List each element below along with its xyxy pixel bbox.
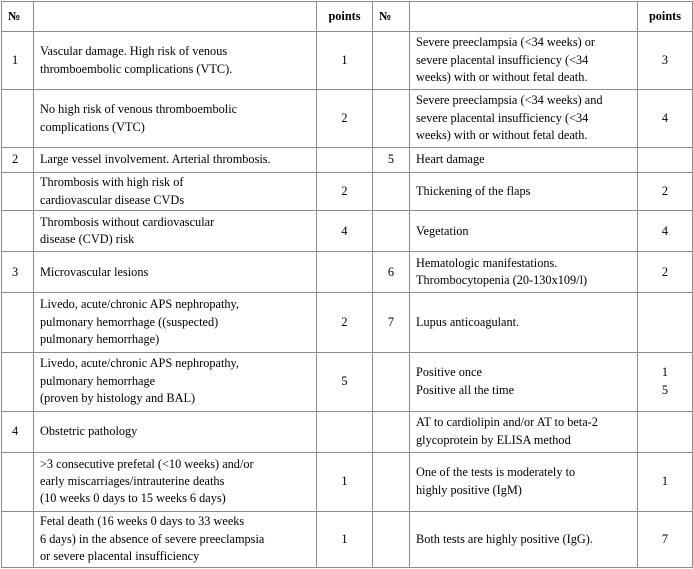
item-number-cell bbox=[2, 173, 34, 211]
cell-line: Obstetric pathology bbox=[40, 423, 138, 438]
table-body bbox=[2, 32, 693, 568]
cell-line: glycoprotein by ELISA method bbox=[416, 432, 571, 447]
cell-line: pulmonary hemorrhage) bbox=[40, 332, 160, 347]
item-number-cell bbox=[2, 293, 34, 352]
description-column-header-2 bbox=[410, 2, 638, 32]
cell-line: Thrombosis without cardiovascular bbox=[40, 214, 215, 229]
item-description-cell bbox=[34, 352, 317, 411]
cell-line: disease (CVD) risk bbox=[40, 232, 135, 247]
item-points-cell-2 bbox=[638, 411, 693, 452]
cell-line: Hematologic manifestations. bbox=[416, 255, 558, 270]
table-header-row bbox=[2, 2, 693, 32]
cell-line: Microvascular lesions bbox=[40, 264, 149, 279]
cell-line: Positive once bbox=[416, 365, 482, 380]
item-number-cell-2 bbox=[373, 90, 410, 148]
item-number-cell-2 bbox=[373, 173, 410, 211]
cell-line: Severe preeclampsia (<34 weeks) and bbox=[416, 93, 603, 108]
item-points-cell-2 bbox=[638, 352, 693, 411]
cell-line: No high risk of venous thromboembolic bbox=[40, 102, 238, 117]
item-number-cell bbox=[2, 211, 34, 252]
table-row bbox=[2, 293, 693, 352]
item-number-cell: 2 bbox=[2, 148, 34, 173]
cell-line: thromboembolic complications (VTC). bbox=[40, 61, 233, 76]
item-number-cell: 4 bbox=[2, 411, 34, 452]
item-description-cell-2 bbox=[410, 452, 638, 511]
cell-line: Vascular damage. High risk of venous bbox=[40, 44, 228, 59]
item-points-cell-2 bbox=[638, 32, 693, 90]
cell-line: Thickening of the flaps bbox=[416, 184, 531, 199]
item-description-cell bbox=[34, 173, 317, 211]
item-number-cell-2 bbox=[373, 211, 410, 252]
cell-line: Thrombocytopenia (20-130x109/l) bbox=[416, 273, 588, 288]
cell-line: Lupus anticoagulant. bbox=[416, 314, 520, 329]
item-points-cell bbox=[317, 411, 373, 452]
cell-line: complications (VTC) bbox=[40, 119, 145, 134]
cell-line: or severe placental insufficiency bbox=[40, 549, 200, 564]
cell-line: 3 bbox=[661, 52, 669, 67]
cell-line: Both tests are highly positive (IgG). bbox=[416, 531, 593, 546]
item-description-cell bbox=[34, 452, 317, 511]
item-number-cell: 1 bbox=[2, 32, 34, 90]
item-description-cell-2 bbox=[410, 411, 638, 452]
table-row bbox=[2, 452, 693, 511]
item-points-cell-2 bbox=[638, 252, 693, 293]
table-row bbox=[2, 32, 693, 90]
item-description-cell-2 bbox=[410, 252, 638, 293]
item-number-cell bbox=[2, 452, 34, 511]
item-description-cell-2 bbox=[410, 352, 638, 411]
item-points-cell: 2 bbox=[317, 173, 373, 211]
item-points-cell: 2 bbox=[317, 90, 373, 148]
cell-line: Positive all the time bbox=[416, 382, 515, 397]
item-description-cell-2 bbox=[410, 32, 638, 90]
item-points-cell-2 bbox=[638, 173, 693, 211]
cell-line: 1 bbox=[661, 474, 669, 489]
cell-line: Heart damage bbox=[416, 152, 485, 167]
criteria-table bbox=[1, 1, 693, 568]
item-number-cell bbox=[2, 90, 34, 148]
cell-line: 2 bbox=[661, 264, 669, 279]
item-points-cell-2 bbox=[638, 148, 693, 173]
item-description-cell bbox=[34, 90, 317, 148]
item-points-cell bbox=[317, 252, 373, 293]
item-number-cell-2 bbox=[373, 452, 410, 511]
cell-line: 4 bbox=[661, 110, 669, 125]
item-description-cell bbox=[34, 252, 317, 293]
cell-line: Severe preeclampsia (<34 weeks) or bbox=[416, 35, 596, 50]
cell-line: severe placental insufficiency (<34 bbox=[416, 110, 589, 125]
item-points-cell-2 bbox=[638, 452, 693, 511]
cell-line: Thrombosis with high risk of bbox=[40, 175, 184, 190]
item-points-cell-2 bbox=[638, 293, 693, 352]
table-row bbox=[2, 352, 693, 411]
item-number-cell-2 bbox=[373, 411, 410, 452]
item-number-cell-2: 5 bbox=[373, 148, 410, 173]
item-description-cell bbox=[34, 32, 317, 90]
description-column-header bbox=[34, 2, 317, 32]
item-points-cell bbox=[317, 148, 373, 173]
item-description-cell bbox=[34, 511, 317, 567]
cell-line: weeks) with or without fetal death. bbox=[416, 128, 588, 143]
item-number-cell-2 bbox=[373, 352, 410, 411]
cell-line: pulmonary hemorrhage ((suspected) bbox=[40, 314, 219, 329]
cell-line: Vegetation bbox=[416, 223, 469, 238]
cell-line: AT to cardiolipin and/or AT to beta-2 bbox=[416, 415, 598, 430]
item-points-cell: 2 bbox=[317, 293, 373, 352]
item-points-cell: 5 bbox=[317, 352, 373, 411]
cell-line: 7 bbox=[661, 531, 669, 546]
cell-line: (proven by histology and BAL) bbox=[40, 391, 196, 406]
item-description-cell-2 bbox=[410, 173, 638, 211]
item-description-cell-2 bbox=[410, 511, 638, 567]
item-number-cell bbox=[2, 511, 34, 567]
item-points-cell: 4 bbox=[317, 211, 373, 252]
table-row bbox=[2, 148, 693, 173]
table-row bbox=[2, 211, 693, 252]
cell-line: 5 bbox=[661, 382, 669, 397]
cell-line: Large vessel involvement. Arterial thrombosis. bbox=[40, 152, 271, 167]
item-number-cell-2: 7 bbox=[373, 293, 410, 352]
item-points-cell-2 bbox=[638, 211, 693, 252]
item-number-cell-2 bbox=[373, 32, 410, 90]
cell-line: 2 bbox=[661, 184, 669, 199]
cell-line: weeks) with or without fetal death. bbox=[416, 70, 588, 85]
cell-line: highly positive (IgM) bbox=[416, 482, 522, 497]
item-description-cell-2 bbox=[410, 293, 638, 352]
cell-line: Livedo, acute/chronic APS nephropathy, bbox=[40, 297, 239, 312]
table-row bbox=[2, 90, 693, 148]
item-points-cell: 1 bbox=[317, 32, 373, 90]
item-number-cell-2 bbox=[373, 511, 410, 567]
table-row bbox=[2, 411, 693, 452]
item-points-cell-2 bbox=[638, 90, 693, 148]
cell-line: cardiovascular disease CVDs bbox=[40, 192, 185, 207]
item-number-cell bbox=[2, 352, 34, 411]
item-number-cell: 3 bbox=[2, 252, 34, 293]
cell-line: 1 bbox=[661, 365, 669, 380]
cell-line: Fetal death (16 weeks 0 days to 33 weeks bbox=[40, 514, 245, 529]
item-description-cell-2 bbox=[410, 90, 638, 148]
item-points-cell: 1 bbox=[317, 511, 373, 567]
cell-line: (10 weeks 0 days to 15 weeks 6 days) bbox=[40, 491, 226, 506]
cell-line: One of the tests is moderately to bbox=[416, 465, 576, 480]
item-description-cell bbox=[34, 148, 317, 173]
number-column-header-2: № bbox=[373, 2, 410, 32]
item-description-cell bbox=[34, 411, 317, 452]
item-points-cell-2 bbox=[638, 511, 693, 567]
item-number-cell-2: 6 bbox=[373, 252, 410, 293]
points-column-header-2: points bbox=[638, 2, 693, 32]
cell-line: severe placental insufficiency (<34 bbox=[416, 52, 589, 67]
item-description-cell-2 bbox=[410, 211, 638, 252]
cell-line: >3 consecutive prefetal (<10 weeks) and/or bbox=[40, 456, 254, 471]
table-row bbox=[2, 511, 693, 567]
table-row bbox=[2, 173, 693, 211]
cell-line: Livedo, acute/chronic APS nephropathy, bbox=[40, 356, 239, 371]
points-column-header: points bbox=[317, 2, 373, 32]
table-row bbox=[2, 252, 693, 293]
item-description-cell bbox=[34, 211, 317, 252]
number-column-header: № bbox=[2, 2, 34, 32]
cell-line: pulmonary hemorrhage bbox=[40, 373, 156, 388]
item-description-cell-2 bbox=[410, 148, 638, 173]
item-description-cell bbox=[34, 293, 317, 352]
cell-line: 4 bbox=[661, 223, 669, 238]
item-points-cell: 1 bbox=[317, 452, 373, 511]
cell-line: early miscarriages/intrauterine deaths bbox=[40, 474, 225, 489]
cell-line: 6 days) in the absence of severe preeclampsia bbox=[40, 531, 265, 546]
